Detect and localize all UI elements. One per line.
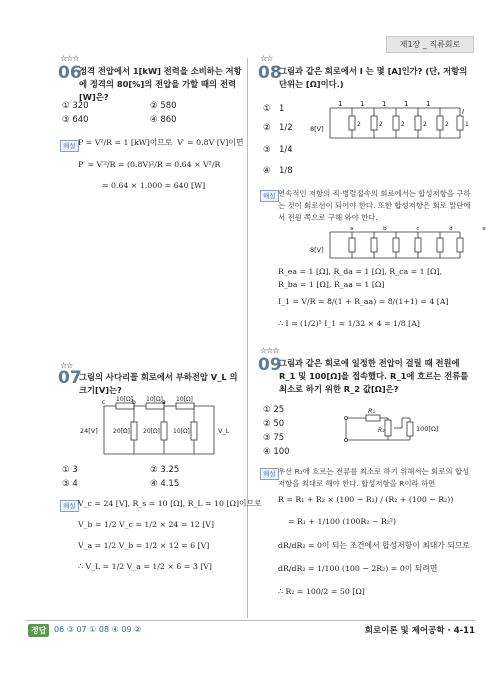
solution-line: dR/dR₂ = 1/100 (100 − 2R₂) = 0이 되려면 [278, 564, 438, 573]
option-4[interactable]: ④ 4.15 [150, 479, 180, 489]
solution-line: = 0.64 × 1,000 = 640 [W] [102, 181, 206, 190]
solution-line: P = V²/R = 1 [kW]이므로 V′ = 0.8V [V]이면 [78, 138, 244, 147]
difficulty-stars: ☆☆ [60, 361, 73, 370]
series-r-label: 1 [338, 100, 343, 108]
shunt-r-label: 2 [423, 121, 427, 128]
solution-line: V_c = 24 [V], R_s = 10 [Ω], R_L = 10 [Ω]이므로 [78, 499, 262, 508]
load-resistor-label: 100[Ω] [416, 425, 439, 433]
solution-badge: 해설 [60, 140, 79, 152]
resistor-label: 20[Ω] [143, 428, 160, 435]
option-1[interactable]: ① 320 [62, 101, 89, 111]
option-4[interactable]: ④ 100 [263, 447, 290, 457]
shunt-r-label: 2 [357, 121, 361, 128]
solution-text: 연속적인 저항의 직·병렬접속의 회로에서는 합성저항을 구하는 것이 회로선이 되어야 한다. 또한 합성저항은 회로 말단에서 전원 쪽으로 구해 와야 한다. [278, 189, 471, 222]
svg-text:a: a [162, 399, 166, 406]
shunt-r-label: 2 [401, 121, 405, 128]
potentiometer-circuit-diagram [340, 406, 450, 446]
option-3[interactable]: ③ 640 [62, 115, 89, 125]
chapter-tab: 제1장 _ 직류회로 [386, 36, 474, 53]
solution-line: dR/dR₂ = 0이 되는 조건에서 합성저항이 최대가 되므로 [278, 541, 470, 550]
svg-text:b: b [132, 399, 136, 406]
answer-badge: 정답 [28, 624, 49, 637]
option-3[interactable]: ③ 4 [62, 479, 78, 489]
solution-line: ∴ R₂ = 100/2 = 50 [Ω] [278, 587, 365, 596]
solution-line: R = R₁ + R₂ × (100 − R₂) / (R₂ + (100 − R₂)) [278, 495, 454, 504]
shunt-r-label: 2 [445, 121, 449, 128]
solution-badge: 해설 [260, 468, 279, 480]
r2-label: R₂ [378, 427, 385, 434]
node-labels: a b c d e [350, 226, 500, 232]
difficulty-stars: ☆☆ [260, 54, 273, 63]
solution-line: R_ea = 1 [Ω], R_da = 1 [Ω], R_ca = 1 [Ω], [278, 267, 443, 276]
question-text: 그림의 사다리꼴 회로에서 부하전압 V_L 의 크기[V]는? [79, 372, 238, 395]
option-1-value: 1 [279, 104, 285, 114]
option-1[interactable]: ① [263, 104, 271, 114]
solution-line: = R₁ + 1/100 (100R₂ − R₂²) [288, 517, 397, 526]
option-2[interactable]: ② 580 [150, 101, 177, 111]
question-number: 06 [58, 63, 82, 83]
series-r-label: 1 [382, 100, 387, 108]
question-number: 09 [258, 355, 282, 375]
option-4[interactable]: ④ [263, 166, 271, 176]
difficulty-stars: ☆☆☆ [60, 54, 79, 63]
option-3[interactable]: ③ [263, 145, 271, 155]
solution-text: 우선 R₁에 흐르는 전류를 최소로 하기 위해서는 회로의 합성저항을 최대로 해야 한다. 합성저항을 R이라 하면 [278, 467, 470, 488]
source-label: 8[V] [310, 246, 324, 254]
source-label: 24[V] [80, 427, 98, 435]
question-number: 07 [58, 368, 82, 388]
load-r-label: 1 [465, 121, 469, 128]
option-4-value: 1/8 [279, 166, 293, 176]
ladder-circuit-diagram [80, 398, 240, 460]
solution-line: V_a = 1/2 V_b = 1/2 × 12 = 6 [V] [78, 541, 210, 550]
option-3-value: 1/4 [279, 145, 293, 155]
series-r-label: 1 [426, 100, 431, 108]
solution-line: R_ba = 1 [Ω], R_aa = 1 [Ω] [278, 280, 385, 289]
footer-divider [25, 620, 475, 621]
solution-line: I_1 = V/R = 8/(1 + R_aa) = 8/(1+1) = 4 [A] [278, 297, 449, 306]
answer-key: 06 ③ 07 ① 08 ④ 09 ② [54, 625, 142, 634]
series-r-label: 1 [360, 100, 365, 108]
resistor-label: 10[Ω] [176, 396, 193, 403]
option-3[interactable]: ③ 75 [263, 433, 285, 443]
option-2[interactable]: ② [263, 123, 271, 133]
option-2[interactable]: ② 50 [263, 419, 285, 429]
option-4[interactable]: ④ 860 [150, 115, 177, 125]
load-voltage-label: V_L [218, 427, 230, 435]
solution-line: V_b = 1/2 V_c = 1/2 × 24 = 12 [V] [78, 520, 214, 529]
question-text: 정격 전압에서 1[kW] 전력을 소비하는 저항에 정격의 80[%]의 전압을 가할 때의 전력[W]은? [79, 66, 242, 102]
resistor-network-diagram [310, 98, 475, 148]
option-2[interactable]: ② 3.25 [150, 465, 180, 475]
resistor-label: 10[Ω] [173, 428, 190, 435]
r1-label: R₁ [368, 407, 376, 415]
option-1[interactable]: ① 25 [263, 405, 285, 415]
solution-badge: 해설 [260, 190, 279, 202]
solution-line: P′ = V′²/R = (0.8V)²/R = 0.64 × V²/R [78, 160, 221, 169]
page-footer-title: 회로이론 및 제어공학 · 4-11 [364, 626, 475, 636]
difficulty-stars: ☆☆☆ [260, 346, 279, 355]
series-r-label: 1 [404, 100, 409, 108]
solution-line: ∴ I = (1/2)⁵ I_1 = 1/32 × 4 = 1/8 [A] [278, 319, 420, 328]
source-label: 8[V] [310, 125, 324, 133]
resistor-label: 20[Ω] [113, 428, 130, 435]
svg-text:c: c [102, 399, 106, 406]
resistor-label: 10[Ω] [146, 396, 163, 403]
option-2-value: 1/2 [279, 123, 293, 133]
current-label: I [462, 108, 465, 116]
option-1[interactable]: ① 3 [62, 465, 78, 475]
solution-network-diagram [310, 226, 500, 266]
question-text: 그림과 같은 회로에 일정한 전압이 걸릴 때 전원에 R_1 및 100[Ω]을 접속했다. R_1에 흐르는 전류를 최소로 하기 위한 R_2 값[Ω]은? [279, 358, 469, 394]
column-divider [247, 58, 248, 618]
shunt-r-label: 2 [379, 121, 383, 128]
resistor-label: 10[Ω] [116, 396, 133, 403]
solution-badge: 해설 [60, 500, 79, 512]
solution-line: ∴ V_L = 1/2 V_a = 1/2 × 6 = 3 [V] [78, 562, 212, 571]
question-number: 08 [258, 63, 282, 83]
question-text: 그림과 같은 회로에서 I 는 몇 [A]인가? (단, 저항의 단위는 [Ω]이다.) [279, 66, 468, 89]
